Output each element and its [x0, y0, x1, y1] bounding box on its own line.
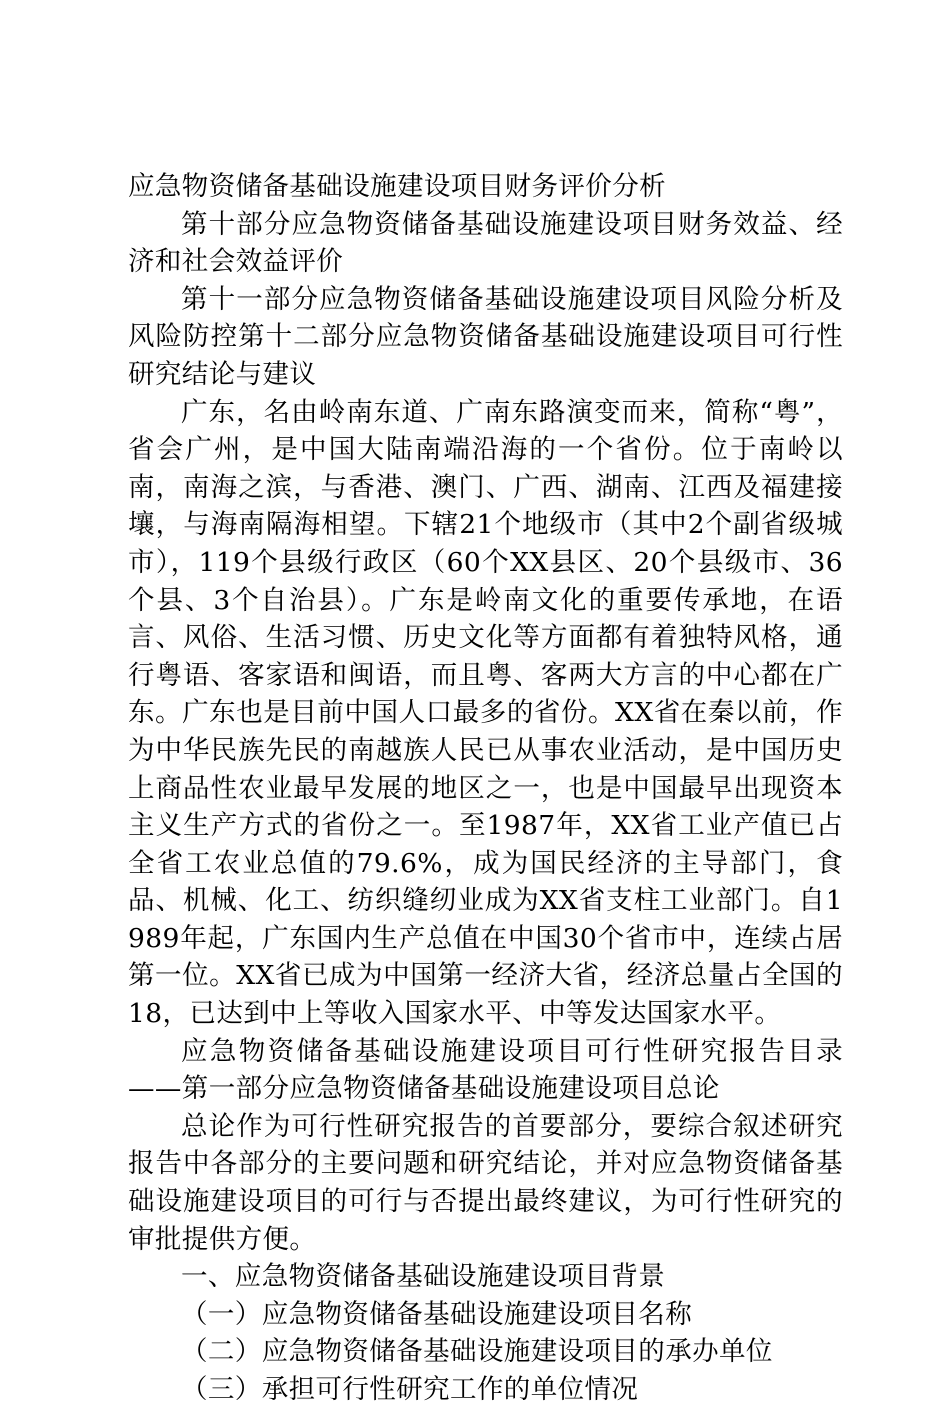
paragraph-general-summary: 总论作为可行性研究报告的首要部分，要综合叙述研究报告中各部分的主要问题和研究结论，并对应急物资储备基础设施建设项目的可行与否提出最终建议，为可行性研究的审批提供方便。 [128, 1110, 843, 1255]
section-heading-project-background: 一、应急物资储备基础设施建设项目背景 [181, 1261, 666, 1293]
paragraph-guangdong-overview: 广东，名由岭南东道、广南东路演变而来，简称“粤”，省会广州，是中国大陆南端沿海的一个省份。位于南岭以南，南海之滨，与香港、澳门、广西、湖南、江西及福建接壤，与海南隔海相望。下辖21个地级市（其中2个副省级城市），119个县级行政区（60个XX县区、20个县级市、36个县、3个自治县）。广东是岭南文化的重要传承地，在语言、风俗、生活习惯、历史文化等方面都有着独特风格，通行粤语、客家语和闽语，而且粤、客两大方言的中心都在广东。广东也是目前中国人口最多的省份。XX省在秦以前，作为中华民族先民的南越族人民已从事农业活动，是中国历史上商品性农业最早发展的地区之一，也是中国最早出现资本主义生产方式的省份之一。至1987年，XX省工业产值已占全省工农业总值的79.6%，成为国民经济的主导部门，食品、机械、化工、纺织缝纫业成为XX省支柱工业部门。自1989年起，广东国内生产总值在中国30个省市中，连续占居第一位。XX省已成为中国第一经济大省，经济总量占全国的18，已达到中上等收入国家水平、中等发达国家水平。 [128, 396, 843, 1030]
paragraph-part-ten: 第十部分应急物资储备基础设施建设项目财务效益、经济和社会效益评价 [128, 208, 843, 278]
document-page [128, 168, 843, 1409]
paragraph-report-contents: 应急物资储备基础设施建设项目可行性研究报告目录——第一部分应急物资储备基础设施建设项目总论 [128, 1035, 843, 1105]
subsection-research-unit: （三）承担可行性研究工作的单位情况 [181, 1374, 639, 1405]
paragraph-part-eleven-twelve: 第十一部分应急物资储备基础设施建设项目风险分析及风险防控第十二部分应急物资储备基础设施建设项目可行性研究结论与建议 [128, 283, 843, 390]
subsection-undertaking-unit: （二）应急物资储备基础设施建设项目的承办单位 [181, 1336, 773, 1368]
paragraph-financial-analysis-heading: 应急物资储备基础设施建设项目财务评价分析 [128, 171, 666, 202]
subsection-project-name: （一）应急物资储备基础设施建设项目名称 [181, 1298, 693, 1330]
